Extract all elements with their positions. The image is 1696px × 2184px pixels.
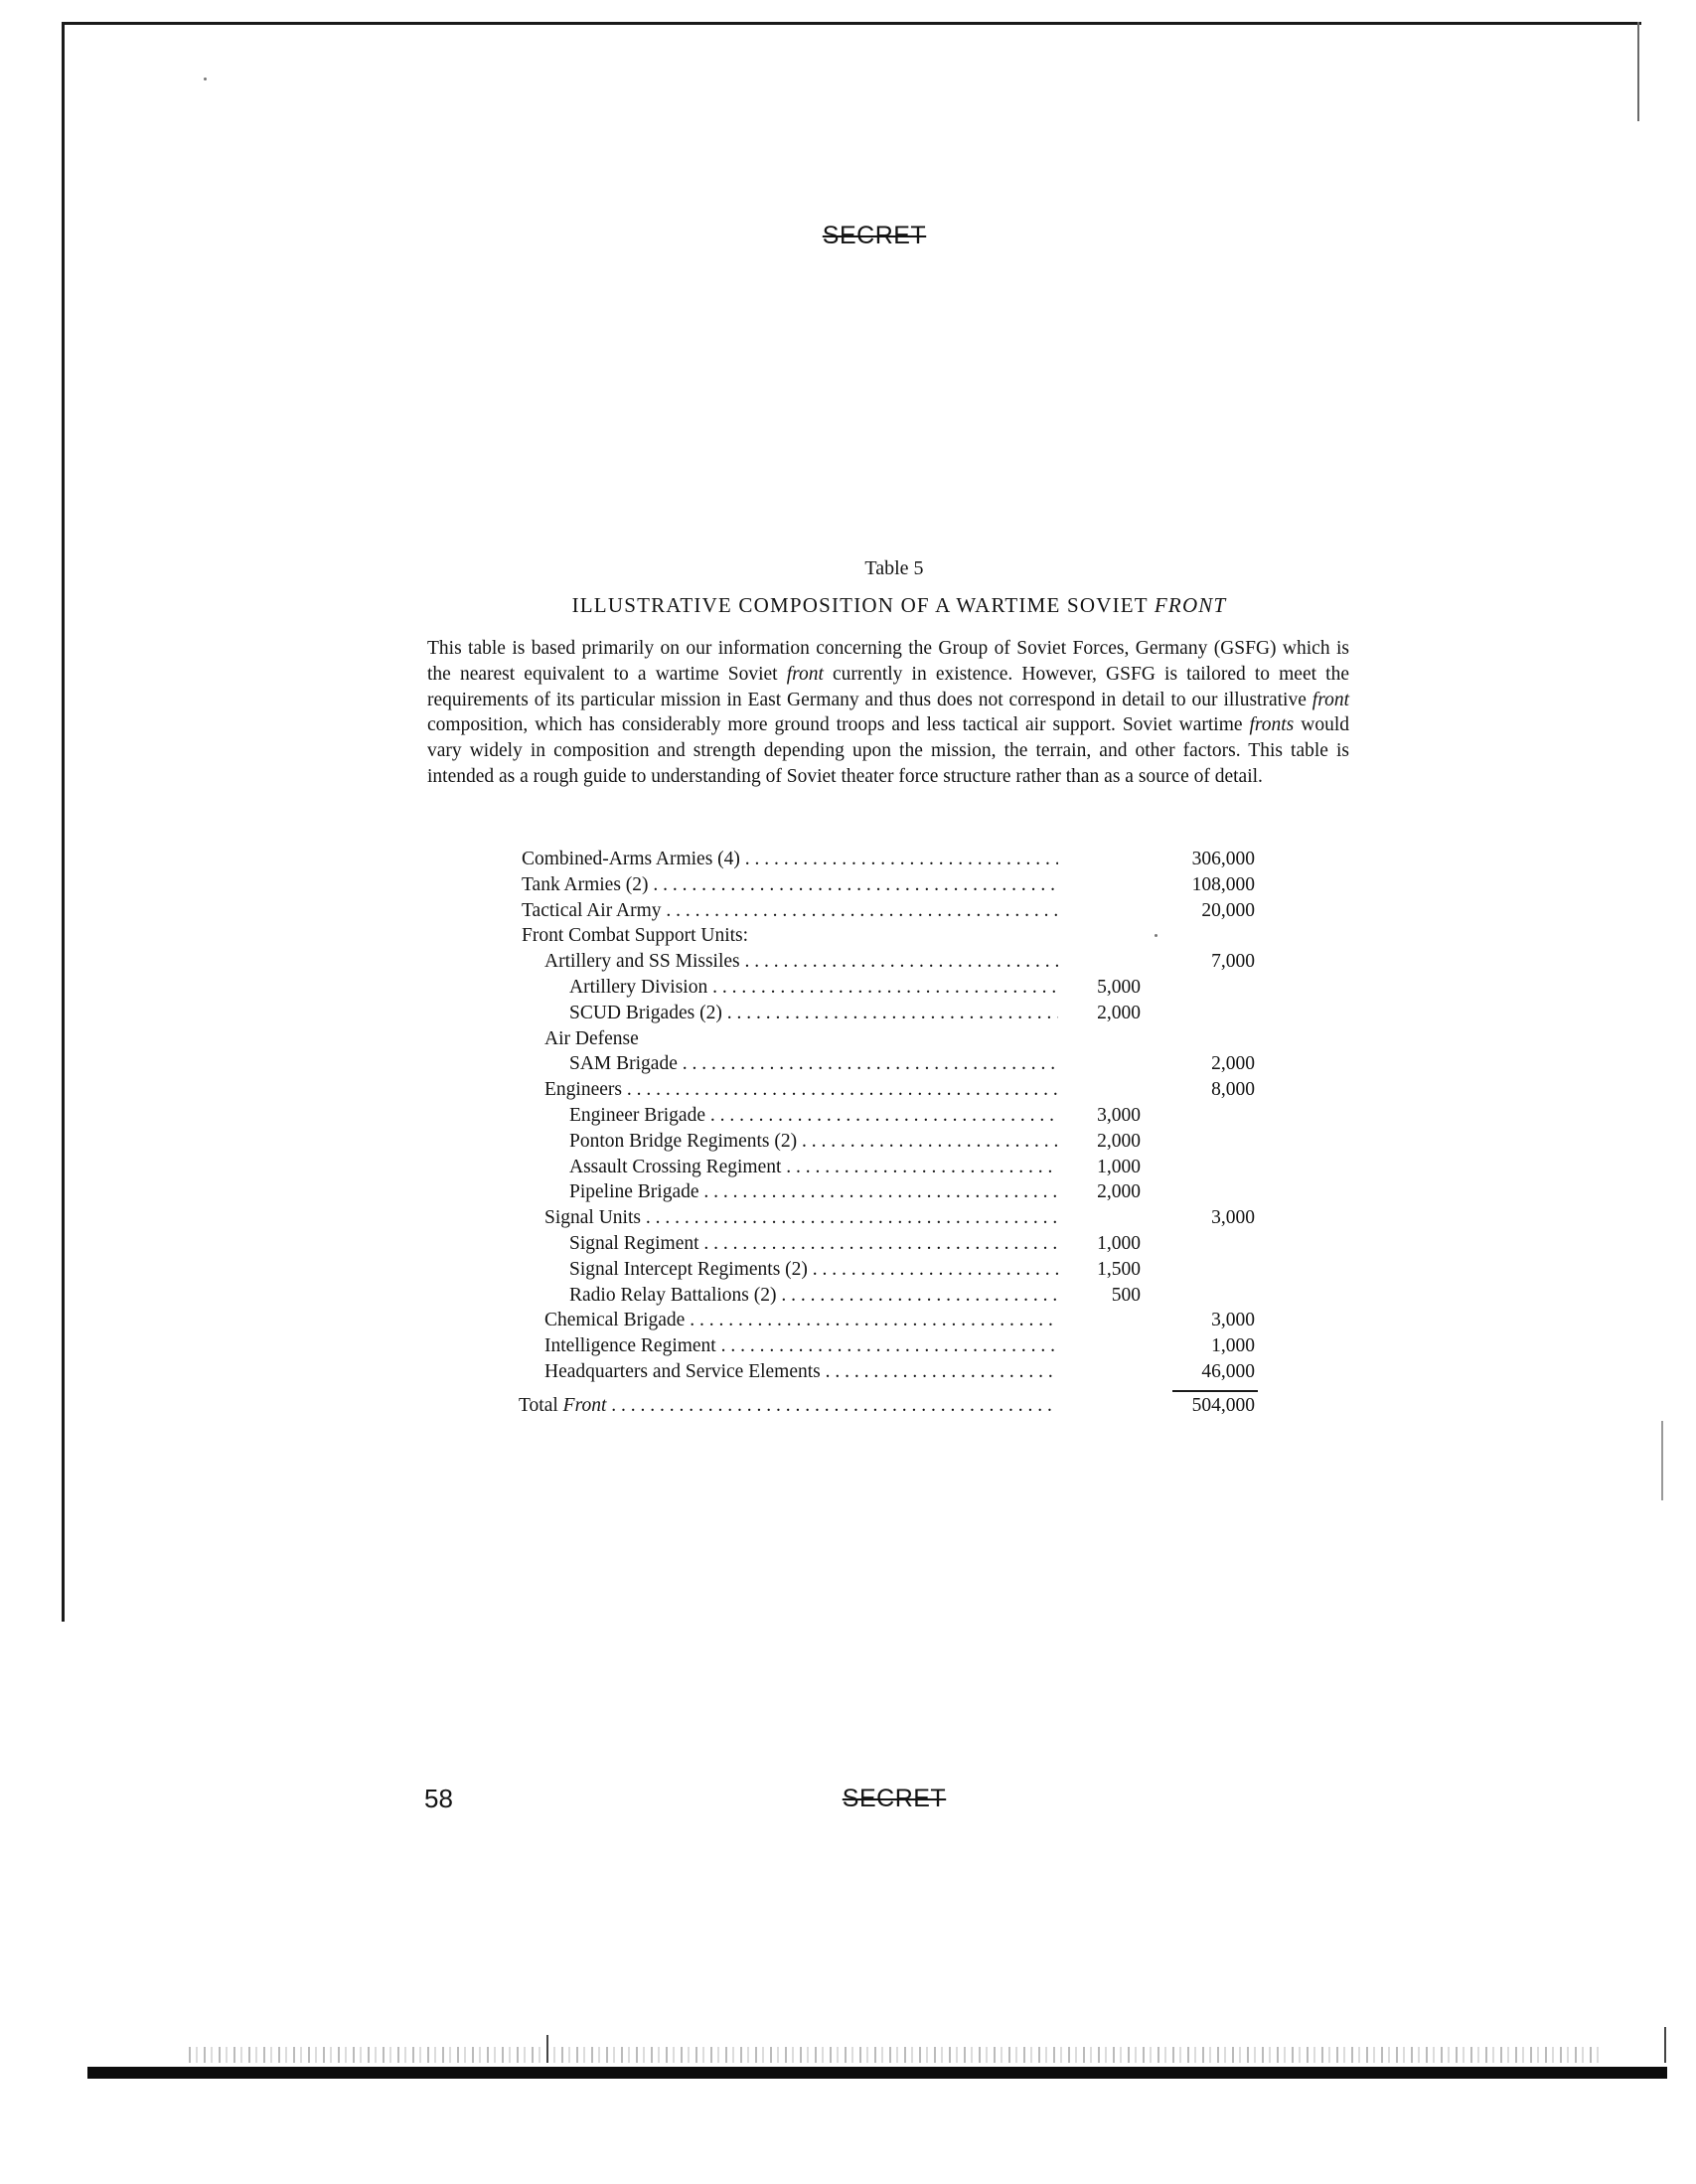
row-label-text: Signal Units xyxy=(544,1207,641,1229)
table-row xyxy=(0,949,1696,975)
table-row xyxy=(0,975,1696,1001)
row-label-text: Chemical Brigade xyxy=(544,1310,686,1331)
row-label-text: Assault Crossing Regiment xyxy=(569,1156,782,1177)
row-subtotal-value: 3,000 xyxy=(1097,1104,1141,1126)
row-subtotal-value: 2,000 xyxy=(1097,1181,1141,1203)
table-row xyxy=(0,898,1696,924)
table-row xyxy=(0,1077,1696,1103)
row-label xyxy=(569,1001,1058,1026)
total-label-italic: Front xyxy=(562,1394,607,1416)
table-row xyxy=(0,1359,1696,1385)
table-intro-paragraph xyxy=(427,636,1349,790)
total-label-text: Total xyxy=(519,1394,563,1416)
row-subtotal-value: 500 xyxy=(1111,1284,1141,1306)
total-value: 504,000 xyxy=(1191,1394,1255,1416)
row-subtotal-value: 5,000 xyxy=(1097,976,1141,998)
row-total-value: 8,000 xyxy=(1211,1079,1255,1101)
scan-tick xyxy=(546,2035,548,2063)
table-title xyxy=(427,593,1371,618)
row-total-value: 2,000 xyxy=(1211,1053,1255,1075)
table-title-italic: FRONT xyxy=(1154,593,1227,617)
table-row xyxy=(0,1155,1696,1180)
intro-italic-term: front xyxy=(786,663,824,685)
row-label xyxy=(544,1333,1058,1359)
table-row xyxy=(0,1179,1696,1205)
row-label-text: Pipeline Brigade xyxy=(569,1181,699,1203)
page-frame-right xyxy=(1637,22,1639,121)
row-total-value: 3,000 xyxy=(1211,1207,1255,1229)
row-label-text: Ponton Bridge Regiments (2) xyxy=(569,1130,798,1152)
table-row xyxy=(0,1026,1696,1052)
row-total-value: 306,000 xyxy=(1191,849,1255,869)
row-label xyxy=(544,1359,1058,1385)
row-label-text: Radio Relay Battalions (2) xyxy=(569,1284,777,1306)
row-total-value: 20,000 xyxy=(1201,899,1255,921)
row-label xyxy=(522,898,1058,924)
row-label-text: Artillery and SS Missiles xyxy=(544,951,740,973)
row-label-text: Air Defense xyxy=(544,1027,639,1049)
row-total-value: 7,000 xyxy=(1211,951,1255,973)
row-label xyxy=(544,1308,1058,1333)
row-label xyxy=(569,1231,1058,1257)
table-row xyxy=(0,847,1696,872)
intro-text: composition, which has considerably more ground troops and less tactical air support. Soviet wartime xyxy=(427,714,1250,736)
row-label-text: SCUD Brigades (2) xyxy=(569,1002,722,1023)
row-label-text: Combined-Arms Armies (4) xyxy=(522,849,740,869)
table-row xyxy=(0,1001,1696,1026)
row-label-text: SAM Brigade xyxy=(569,1053,678,1075)
row-label xyxy=(569,975,1058,1001)
row-label xyxy=(544,949,1058,975)
scan-bottom-bar xyxy=(87,2067,1667,2079)
row-total-value: 3,000 xyxy=(1211,1310,1255,1331)
total-rule xyxy=(1172,1390,1258,1392)
row-label xyxy=(569,1129,1058,1155)
row-label xyxy=(569,1257,1058,1283)
row-label xyxy=(569,1179,1058,1205)
row-label xyxy=(522,923,1058,949)
intro-text: This table is based primarily on our information concerning the Group of Soviet Forces, Germany (GSFG) which is the nearest equivalent to a wartime Soviet xyxy=(427,638,1349,685)
table-row xyxy=(0,1051,1696,1077)
table-row xyxy=(0,923,1696,949)
row-subtotal-value: 2,000 xyxy=(1097,1130,1141,1152)
classification-header: SECRET xyxy=(822,222,927,249)
scan-tick xyxy=(1661,1421,1663,1500)
scan-noise xyxy=(189,2047,1600,2063)
row-label xyxy=(544,1205,1058,1231)
row-label-text: Artillery Division xyxy=(569,976,708,998)
table-row xyxy=(0,1103,1696,1129)
intro-text: currently in existence. However, GSFG is tailored to meet the requirements of its particular mission in East Germany and thus does not correspond in detail to our illustrative xyxy=(427,663,1349,710)
row-label xyxy=(569,1103,1058,1129)
intro-italic-term: front xyxy=(1311,689,1349,710)
row-subtotal-value: 1,500 xyxy=(1097,1258,1141,1280)
table-row xyxy=(0,1205,1696,1231)
table-label: Table 5 xyxy=(864,557,924,579)
table-row xyxy=(0,872,1696,898)
row-subtotal-value: 2,000 xyxy=(1097,1002,1141,1023)
page-frame-top xyxy=(62,22,1641,25)
table-row xyxy=(0,1129,1696,1155)
table-row xyxy=(0,1257,1696,1283)
row-label xyxy=(569,1283,1058,1309)
page-number: 58 xyxy=(424,1784,453,1813)
table-row xyxy=(0,1283,1696,1309)
row-total-value: 46,000 xyxy=(1201,1360,1255,1382)
row-label xyxy=(522,872,1058,898)
classification-footer: SECRET xyxy=(842,1785,947,1812)
row-subtotal-value: 1,000 xyxy=(1097,1156,1141,1177)
force-composition-table xyxy=(0,847,1696,1419)
table-row xyxy=(0,1308,1696,1333)
row-label xyxy=(522,847,1058,872)
row-label-text: Tank Armies (2) xyxy=(522,873,649,895)
row-label xyxy=(569,1155,1058,1180)
row-label xyxy=(569,1051,1058,1077)
row-label-text: Signal Intercept Regiments (2) xyxy=(569,1258,808,1280)
intro-text: would vary widely in composition and strength depending upon the mission, the terrain, and other factors. This table is intended as a rough guide to understanding of Soviet theater force structure rather than as a source of detail. xyxy=(427,714,1349,787)
row-label-text: Tactical Air Army xyxy=(522,899,662,921)
row-label-text: Intelligence Regiment xyxy=(544,1335,716,1357)
scan-tick xyxy=(1664,2027,1666,2063)
row-label xyxy=(544,1077,1058,1103)
row-total-value: 108,000 xyxy=(1191,873,1255,895)
total-label xyxy=(519,1393,1058,1419)
row-label-text: Engineers xyxy=(544,1079,622,1101)
row-subtotal-value: 1,000 xyxy=(1097,1232,1141,1254)
row-label-text: Engineer Brigade xyxy=(569,1104,705,1126)
table-total-row xyxy=(0,1393,1696,1419)
table-title-text: ILLUSTRATIVE COMPOSITION OF A WARTIME SOVIET xyxy=(571,593,1155,617)
scan-speck xyxy=(204,78,207,80)
row-label xyxy=(544,1026,1058,1052)
table-row xyxy=(0,1231,1696,1257)
row-label-text: Front Combat Support Units: xyxy=(522,925,749,947)
table-row xyxy=(0,1333,1696,1359)
row-label-text: Headquarters and Service Elements xyxy=(544,1360,821,1382)
intro-italic-term: fronts xyxy=(1249,714,1295,736)
row-total-value: 1,000 xyxy=(1211,1335,1255,1357)
row-label-text: Signal Regiment xyxy=(569,1232,699,1254)
